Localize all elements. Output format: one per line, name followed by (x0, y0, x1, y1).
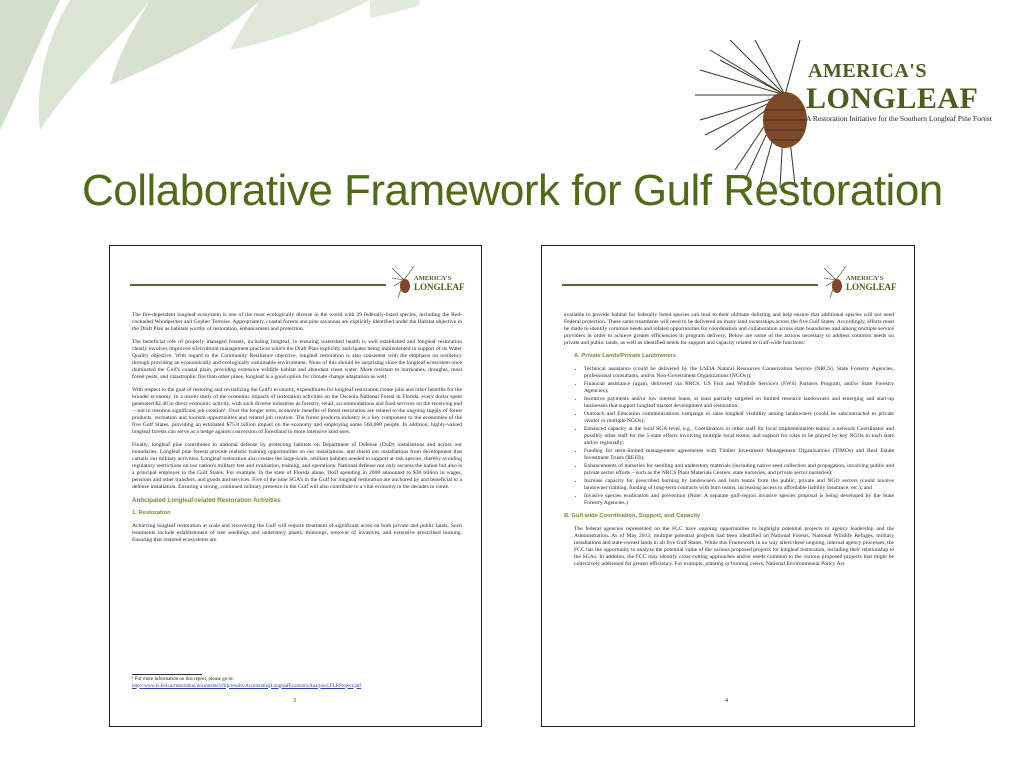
page-number: 4 (725, 698, 728, 704)
list-item: • Enhanced capacity at the local SGA level, e.g., Coordinators or other staff for local implementation teams; a network Coordinator and possibly other staff for the 5-state efforts involving multiple local teams; and support for roles to be played by key NGOs in each state and/or regionally; (584, 426, 894, 447)
mini-logo-longleaf: LONGLEAF (846, 282, 897, 292)
page-number: 3 (293, 698, 296, 704)
footnote-rule (132, 674, 202, 675)
page-header-rule (562, 284, 818, 286)
list-item: • Incentive payments and/or low interest loans, at least partially targeted on limited resource landowners and emerging and start-up businesses that support longleaf market development and restoration; (584, 396, 894, 410)
footnote (132, 677, 462, 690)
paragraph: The federal agencies represented on the FCC have ongoing opportunities to highlight potential projects to agency leadership and the Administration. As of May 2013, multiple potential projects had been identified on National Forests, National Wildlife Refuges, military installations and state-owned lands in all five Gulf States. While this Framework in no way alters these ongoing, internal agency processes, the FCC has the opportunity to analyze the potential value of the various proposed projects for longleaf restoration, including their relationship to the SGAs. In addition, the FCC may identify cross-cutting approaches and/or needs common to the various proposed projects that might be collectively addressed for greater efficiency. For example, planting or burning crews, National Environmental Policy Act (574, 526, 894, 567)
paragraph: Achieving longleaf restoration at scale and recovering the Gulf will require treatment of significant acres on both private and public lands. Such treatments include establishment of tree seedlings and understory plants, thinnings, removal of invasives, and extensive prescribed burning. Ensuring that restored ecosystems are (132, 523, 462, 543)
list-item: • Funding for term-limited management agreements with Timber Investment Management Organizations (TIMOs) and Real Estate Investment Trusts (REITs); (584, 448, 894, 462)
list-item: • Invasive species eradication and prevention (Note: A separate gulf-region invasive species proposal is being developed by the State Forestry Agencies.) (584, 493, 894, 507)
mini-logo-americas: AMERICA'S (846, 275, 884, 282)
list-item: • Increase capacity for prescribed burning by landowners and burn teams from the public, private and NGO sectors (could involve landowner training, funding of long-term contracts with burn teams, increasing access to affordable liability insurance, etc.); and (584, 478, 894, 492)
page-header-rule (130, 284, 386, 286)
leaf-decoration (0, 0, 420, 140)
page4-body (564, 312, 894, 574)
page-header-logo (824, 266, 897, 302)
logo-text-americas: AMERICA'S (808, 60, 927, 82)
paragraph: With respect to the goal of restoring and revitalizing the Gulf's economy, expenditures for longleaf restoration create jobs and other benefits for the broader economy. In a recent study of the economic impacts of restoration activities on the Osceola National Forest in Florida, every dollar spent generated $2.40 in direct economic activity, with such diverse industries as forestry, retail, accommodations and food services on the receiving end—not to mention significant job creation¹. Over the longer term, economic benefits of forest restoration are related to the ongoing supply of forest products, recreation and tourism opportunities and related job creation. The forest products industry is a key component to the economies of the five Gulf States, providing an estimated $75.8 billion impact on the economy and employing some 560,000 people. In addition, highly-valued longleaf forests can serve as a hedge against conversion of forestland to more intensive land uses. (132, 387, 462, 435)
paragraph: Finally, longleaf pine contributes to national defense by protecting habitats on Department of Defense (DoD) installations and across our boundaries. Longleaf pine forests provide realistic training opportunities on our installations, and shield our installations from development that curtails our military activities. Longleaf restoration also creates the large-scale, resilient habitats needed to support at-risk species, thereby avoiding regulatory restrictions on our nation's military test and evaluation, training, and operations. National defense not only secures the nation but also is a principal employer in the Gulf States. For example, in the state of Florida alone, DoD spending in 2008 amounted to $30 billion in wages, pensions and other transfers, and goods and services. Five of the nine SGA's in the Gulf for longleaf restoration are anchored by and beneficial to a defense installation. Ensuring a strong, continued military presence in the Gulf will also contribute to a vital economy in the decades to come. (132, 442, 462, 490)
mini-logo-longleaf: LONGLEAF (414, 282, 465, 292)
mini-logo-americas: AMERICA'S (414, 275, 452, 282)
subsection-heading: 1. Restoration (132, 510, 171, 516)
pine-cone-icon (392, 266, 416, 300)
logo-tagline: A Restoration Initiative for the Southern Longleaf Pine Forest (806, 114, 992, 123)
paragraph: The beneficial role of properly managed forests, including longleaf, in ensuring watershed health is well established and longleaf restoration clearly involves improved silvicultural management practices which the Draft Plan explicitly anticipates being implemented in support of its Water Quality objective. With regard to the Community Resilience objective, longleaf restoration is also consistent with the emphasis on resiliency through providing an economically and ecologically sustainable environment. None of this should be surprising since the longleaf ecosystem once dominated the Gulf's coastal plain, providing extensive wildlife habitat and abundant clean water. More resistant to hurricanes, droughts, most forest pests, and catastrophic fire than other pines, longleaf is a good option for climate change adaptation as well. (132, 339, 462, 380)
page-header-logo (392, 266, 465, 302)
document-page-3 (109, 245, 482, 727)
list-item: • Enhancements of nurseries for seedling and understory materials (including native seed collection and propagation, involving public and private sector efforts – such as the NRCS Plant Materials Centers, state nurseries, and private sector nurseries); (584, 463, 894, 477)
footnote-text: ¹ For more information on this report, please go to: (132, 677, 234, 682)
pine-cone-icon (824, 266, 848, 300)
bullet-list (564, 366, 894, 507)
list-item: • Outreach and Education communications campaign to raise longleaf visibility among landowners (could be subcontracted to private vendor or multiple NGOs); (584, 411, 894, 425)
document-page-4 (541, 245, 915, 727)
section-heading-a: A. Private Lands/Private Landowners (574, 353, 677, 359)
footnote-link[interactable]: http://www.fs.fed.us/restoration/documents/cflrp/results/AcceleratingLongleafEconomicAnalysisCFLRProject.pdf (132, 683, 362, 689)
section-heading: Anticipated Longleaf-related Restoration Activities (132, 497, 281, 504)
logo-text-longleaf: LONGLEAF (806, 82, 979, 115)
slide-title: Collaborative Framework for Gulf Restoration (82, 166, 943, 215)
list-item: • Technical assistance (could be delivered by the USDA Natural Resources Conservation Service (NRCS), State Forestry Agencies, professional consultants, and/or Non-Government Organizations (NGOs)); (584, 366, 894, 380)
page3-body (132, 312, 462, 550)
list-item: • Financial assistance (again, delivered via NRCS, US Fish and Wildlife Service's (FWS) Partners Program, and/or State Forestry Agencies); (584, 381, 894, 395)
paragraph: available to provide habitat for federally listed species can lead to their ultimate delisting and help ensure that additional species will not need Federal protection. These same treatments will need to be delivered on many land ownerships across the five Gulf States. Accordingly, efforts must be made to identify common needs and related opportunities for coordination and collaboration across state boundaries and among multiple service providers in order to achieve greater efficiencies in program delivery. Below are some of the actions necessary to address common needs on private and public lands, as well as identified needs for support and capacity related to Gulf-wide functions: (564, 312, 894, 346)
section-heading-b: B. Gulf-wide Coordination, Support, and Capacity (564, 513, 701, 519)
paragraph: The fire-dependent longleaf ecosystem is one of the most ecologically diverse in the world with 29 federally-listed species, including the Red-cockaded Woodpecker and Gopher Tortoise. Appropriately, coastal forests and pine savannas are explicitly identified under the Habitat objective in the Draft Plan as habitats worthy of restoration, enhancement and protection. (132, 312, 462, 332)
